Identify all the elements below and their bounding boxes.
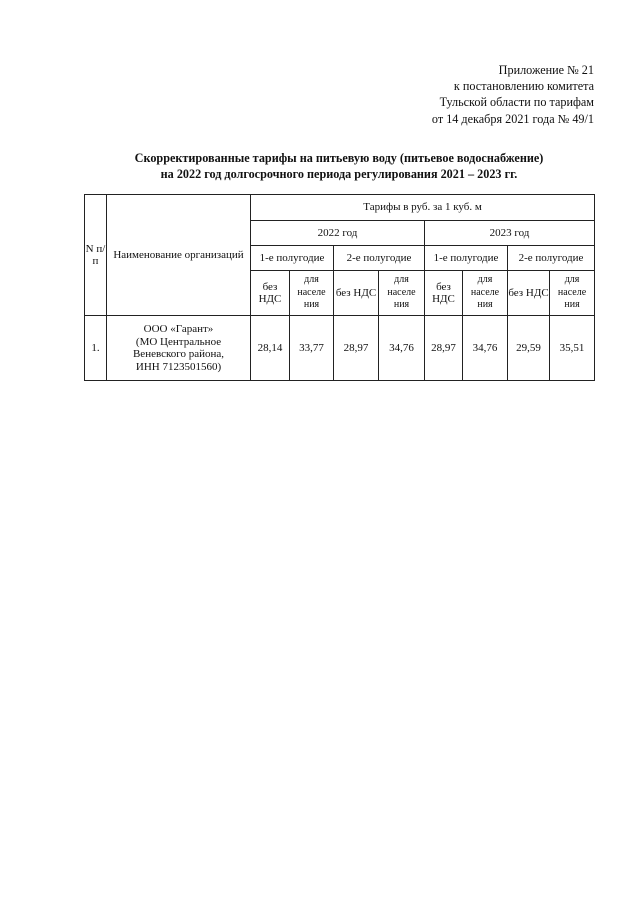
row-org-name	[107, 316, 251, 381]
appendix-date: от 14 декабря 2021 года № 49/1	[431, 111, 594, 126]
org-name-line: ИНН 7123501560)	[135, 360, 222, 373]
header-year-2022: 2022 год	[251, 221, 425, 246]
value-2022-h2-no-vat: 28,97	[334, 316, 379, 381]
org-name-line: (МО Центральное	[135, 335, 222, 348]
appendix-number: Приложение № 21	[498, 63, 594, 77]
header-2023-half-1: 1-е полугодие	[425, 246, 508, 271]
appendix-resolution: к постановлению комитета	[453, 79, 594, 94]
header-no-vat: без НДС	[508, 271, 550, 316]
value-2023-h1-population: 34,76	[463, 316, 508, 381]
org-name-line: ООО «Гарант»	[143, 323, 214, 335]
row-num: 1.	[85, 316, 107, 381]
org-name-line: Веневского района,	[132, 348, 225, 360]
header-population: для населе ния	[379, 271, 425, 316]
value-2022-h1-population: 33,77	[290, 316, 334, 381]
header-no-vat: без НДС	[425, 271, 463, 316]
header-2022-half-1: 1-е полугодие	[251, 246, 334, 271]
header-no-vat: без НДС	[251, 271, 290, 316]
title-line-1: Скорректированные тарифы на питьевую воду (питьевое водоснабжение)	[134, 151, 544, 165]
value-2023-h1-no-vat: 28,97	[425, 316, 463, 381]
header-2022-half-2: 2-е полугодие	[334, 246, 425, 271]
header-row-1	[85, 195, 595, 221]
header-num: N п/п	[85, 195, 107, 316]
header-year-2023: 2023 год	[425, 221, 595, 246]
title-line-2: на 2022 год долгосрочного периода регулирования 2021 – 2023 гг.	[160, 166, 518, 181]
appendix-header	[432, 62, 594, 127]
header-population: для населе ния	[290, 271, 334, 316]
value-2022-h1-no-vat: 28,14	[251, 316, 290, 381]
value-2023-h2-population: 35,51	[550, 316, 595, 381]
header-tariff: Тарифы в руб. за 1 куб. м	[251, 195, 595, 221]
appendix-committee: Тульской области по тарифам	[439, 95, 594, 110]
tariffs-table	[84, 194, 595, 381]
header-no-vat: без НДС	[334, 271, 379, 316]
document-title	[84, 151, 594, 182]
header-2023-half-2: 2-е полугодие	[508, 246, 595, 271]
value-2022-h2-population: 34,76	[379, 316, 425, 381]
header-org-name: Наименование организаций	[107, 195, 251, 316]
header-population: для населе ния	[463, 271, 508, 316]
value-2023-h2-no-vat: 29,59	[508, 316, 550, 381]
header-population: для населе ния	[550, 271, 595, 316]
table-row	[85, 316, 595, 381]
